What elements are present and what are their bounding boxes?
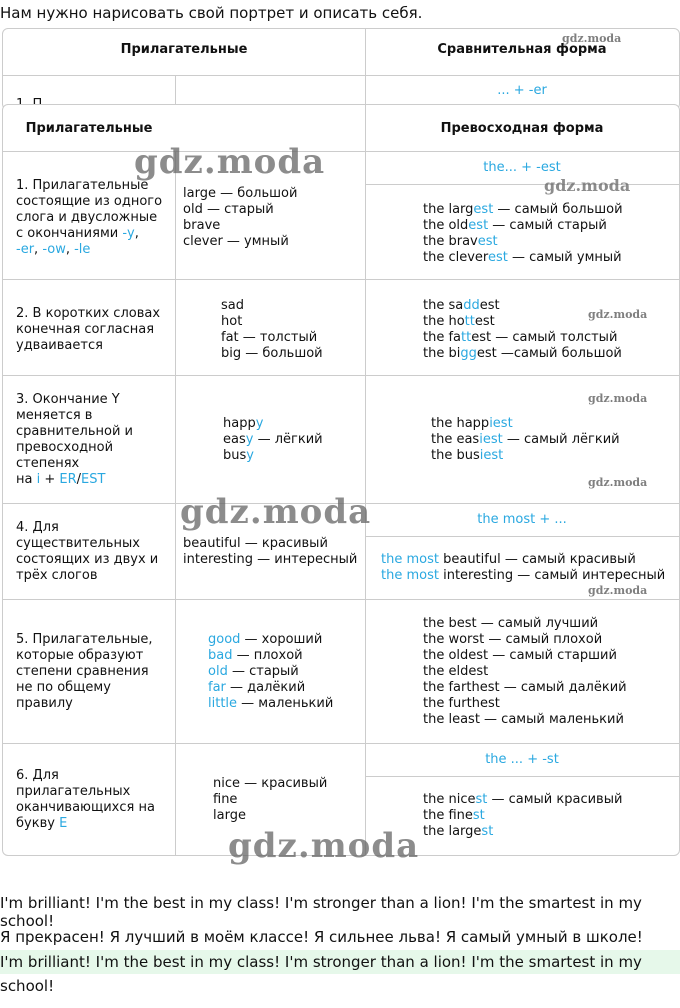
table-row <box>3 279 679 376</box>
rule-text: 6. Для прилагательных оканчивающихся на букву E <box>16 768 155 831</box>
task-text: Нам нужно нарисовать свой портрет и описать себя. <box>0 4 423 22</box>
adjective-list: beautiful — красивый interesting — интересный <box>183 536 358 567</box>
superlative-table <box>2 104 680 856</box>
formula: the most + ... <box>365 504 679 537</box>
comparative-col2-header: Сравнительная форма <box>437 42 607 57</box>
answer-english: I'm brilliant! I'm the best in my class! I'm stronger than a lion! I'm the smartest in my school! <box>0 894 642 930</box>
watermark: gdz.moda <box>588 308 648 321</box>
rule-text: 3. Окончание Y меняется в сравнительной и превосходной степенях на i + ER/EST <box>16 392 133 487</box>
adjective-list: nice — красивый fine large <box>213 776 328 823</box>
watermark: gdz.moda <box>134 142 326 182</box>
adjective-list: good — хороший bad — плохой old — старый far — далёкий little — маленький <box>208 632 334 711</box>
formula: the... + -est <box>365 152 679 185</box>
watermark: gdz.moda <box>588 476 648 489</box>
rule-text: 1. Прилагательные состоящие из одного слога и двусложные с окончаниями -y, -er, -ow, -le <box>16 178 163 257</box>
formula: the ... + -st <box>365 744 679 777</box>
superlative-list: the most beautiful — самый красивый the most interesting — самый интересный <box>381 552 666 583</box>
superlative-list: the best — самый лучший the worst — самый плохой the oldest — самый старший the eldest the farthest — самый далёкий the furthest the least — самый маленький <box>423 616 627 727</box>
table-row <box>3 599 679 744</box>
watermark: gdz.moda <box>588 392 648 405</box>
answer-russian: Я прекрасен! Я лучший в моём классе! Я сильнее льва! Я самый умный в школе! <box>0 928 643 946</box>
adjective-list: sad hot fat — толстый big — большой <box>221 298 323 361</box>
rule-text: 5. Прилагательные, которые образуют степени сравнения не по общему правилу <box>16 632 153 711</box>
superlative-list: the largest — самый большой the oldest — самый старый the bravest the cleverest — самый умный <box>423 202 623 265</box>
watermark: gdz.moda <box>588 584 648 597</box>
watermark: gdz.moda <box>562 32 622 45</box>
watermark: gdz.moda <box>544 176 631 195</box>
superlative-col2-header: Превосходная форма <box>440 121 604 136</box>
comparative-formula: ... + -er <box>497 83 547 98</box>
superlative-list: the happiest the easiest — самый лёгкий the busiest <box>431 416 620 463</box>
watermark: gdz.moda <box>180 492 372 532</box>
rule-text: 4. Для существительных состоящих из двух и трёх слогов <box>16 520 159 583</box>
answer-english-highlight: I'm brilliant! I'm the best in my class! I'm stronger than a lion! I'm the smartest in my school! <box>0 950 680 974</box>
adjective-list: large — большой old — старый brave clever — умный <box>183 186 298 249</box>
rule-text: 2. В коротких словах конечная согласная удваивается <box>16 306 161 353</box>
superlative-col1-header: Прилагательные <box>25 121 153 136</box>
comparative-col1-header: Прилагательные <box>120 42 248 57</box>
adjective-list: happy easy — лёгкий busy <box>223 416 323 463</box>
superlative-list: the saddest the hottest the fattest — самый толстый the biggest —самый большой <box>423 298 622 361</box>
table-row <box>3 375 679 504</box>
watermark: gdz.moda <box>228 826 420 866</box>
table-row <box>3 151 679 280</box>
superlative-list: the nicest — самый красивый the finest the largest <box>423 792 623 839</box>
